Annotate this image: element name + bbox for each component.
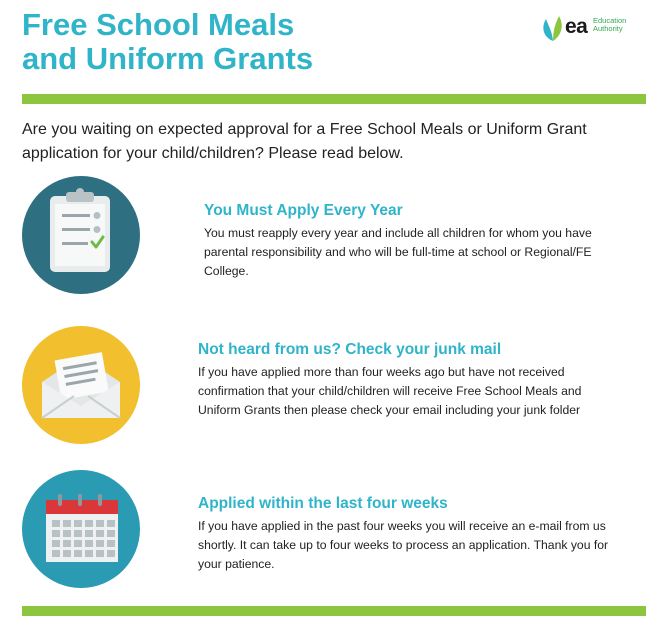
calendar-day-cell [107, 540, 115, 547]
envelope-icon [22, 326, 140, 444]
section-1-heading: You Must Apply Every Year [204, 202, 403, 219]
calendar-day-cell [85, 540, 93, 547]
logo-subtitle-line-1: Education [593, 16, 627, 25]
calendar-day-cell [96, 540, 104, 547]
title-line-2: and Uniform Grants [22, 41, 314, 76]
bottom-divider-bar [22, 606, 646, 616]
logo-subtitle [593, 17, 626, 33]
calendar-day-cell [52, 520, 60, 527]
section-1-icon-circle [22, 176, 140, 294]
top-divider-bar [22, 94, 646, 104]
calendar-day-cell [63, 520, 71, 527]
calendar-day-cell [74, 540, 82, 547]
calendar-day-cell [85, 530, 93, 537]
calendar-day-cell [85, 520, 93, 527]
page-title [22, 8, 313, 76]
title-line-1: Free School Meals [22, 7, 295, 42]
calendar-day-cell [63, 550, 71, 557]
calendar-day-cell [107, 520, 115, 527]
education-authority-logo [540, 12, 650, 44]
clipboard-checklist-icon [22, 176, 140, 294]
calendar-day-cell [63, 540, 71, 547]
calendar-day-cell [52, 530, 60, 537]
section-3-heading: Applied within the last four weeks [198, 495, 448, 512]
calendar-day-cell [74, 520, 82, 527]
calendar-day-cell [107, 530, 115, 537]
calendar-day-cell [74, 550, 82, 557]
section-3-icon-circle [22, 470, 140, 588]
calendar-day-cell [96, 520, 104, 527]
section-apply-every-year [204, 201, 624, 281]
logo-subtitle-line-2: Authority [593, 24, 623, 33]
section-2-icon-circle [22, 326, 140, 444]
calendar-day-cell [96, 550, 104, 557]
calendar-icon [22, 470, 140, 588]
intro-text: Are you waiting on expected approval for a Free School Meals or Uniform Grant application for your child/children? Please read below. [22, 121, 587, 162]
section-applied-recently [198, 494, 618, 574]
section-1-body: You must reapply every year and include all children for whom you have parental responsibility and who will be full-time at school or Regional/FE College. [204, 226, 592, 278]
calendar-day-cell [63, 530, 71, 537]
logo-leaf-icon [540, 13, 566, 43]
section-2-heading: Not heard from us? Check your junk mail [198, 341, 502, 358]
calendar-day-cell [107, 550, 115, 557]
calendar-day-cell [96, 530, 104, 537]
calendar-day-cell [52, 550, 60, 557]
section-check-junk-mail [198, 340, 618, 420]
calendar-day-cell [74, 530, 82, 537]
section-2-body: If you have applied more than four weeks ago but have not received confirmation that your child/children will receive Free School Meals and Uniform Grants then please check your email including your junk folder [198, 365, 582, 417]
calendar-day-cell [52, 540, 60, 547]
logo-mark: ea [565, 15, 588, 38]
section-3-body: If you have applied in the past four weeks you will receive an e-mail from us shortly. It can take up to four weeks to process an application. Thank you for your patience. [198, 519, 609, 571]
calendar-day-cell [85, 550, 93, 557]
